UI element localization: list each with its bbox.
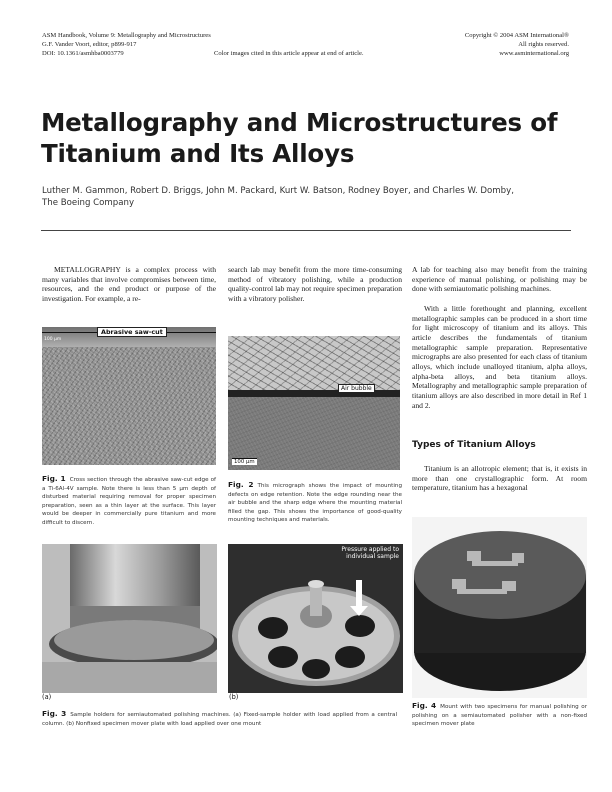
body-paragraph: METALLOGRAPHY is a complex process with many variables that involve compromises between time, resources, and the end product or purpose of the investigation. For example, a re- xyxy=(42,265,216,303)
scale-bar-label: 100 µm xyxy=(234,459,255,465)
figure-1-micrograph xyxy=(42,327,216,465)
specimen-mount-image xyxy=(412,517,587,698)
header-line: G.F. Vander Voort, editor, p899-917 xyxy=(42,41,137,48)
figure-2-micrograph xyxy=(228,336,400,470)
figure-2-caption xyxy=(228,481,402,525)
header-line: DOI: 10.1361/asmhba0003779 xyxy=(42,50,124,57)
microstructure-region xyxy=(228,336,400,390)
figure-overlay-label: Pressure applied to individual sample xyxy=(341,546,399,561)
caption-text: This micrograph shows the impact of mounting defects on edge retention. Note the edge rounding near the air bubble and the sharp edge where the mounting material filled the gap. This shows the importance of good-quality mounting techniques and materials. xyxy=(228,483,402,524)
figure-4-caption xyxy=(412,702,587,729)
fixed-sample-holder-image xyxy=(42,544,217,693)
header-line: ASM Handbook, Volume 9: Metallography and Microstructures xyxy=(42,32,211,39)
article-title: Metallography and Microstructures of Titanium and Its Alloys xyxy=(41,108,558,168)
header-url[interactable]: www.asminternational.org xyxy=(499,50,569,57)
title-divider xyxy=(41,230,571,231)
body-paragraph: With a little forethought and planning, excellent metallographic samples can be produced in a short time for light microscopy of titanium and its alloys. This article describes the fundamentals of titanium metallographic sample preparation. Representative micrographs are also presented for each class of titanium alloys, which include unalloyed titanium, alpha alloys, alpha-beta alloys, and beta titanium alloys. Metallography and metallographic sample preparation of titanium alloys are also described in more detail in Ref 1 and 2. xyxy=(412,304,587,410)
figure-label: Fig. 3 xyxy=(42,709,67,718)
scale-bar-label: 100 µm xyxy=(44,337,62,342)
figure-label: Fig. 1 xyxy=(42,474,66,483)
body-paragraph: search lab may benefit from the more time-consuming method of vibratory polishing, while a production quality-control lab may not require specimen preparation with a vibratory polisher. xyxy=(228,265,402,303)
header-color-note: Color images cited in this article appear at end of article. xyxy=(214,50,364,57)
subfigure-label-b: (b) xyxy=(229,693,239,701)
caption-text: Cross section through the abrasive saw-cut edge of a Ti-6Al-4V sample. Note there is less than 5 µm depth of disturbed material requiring removal for proper specimen preparation, seen as a thin layer at the surface. This layer would be deeper in commercially pure titanium and more difficult to discern. xyxy=(42,477,216,526)
author-block xyxy=(42,185,582,209)
figure-4-photo xyxy=(412,517,587,698)
caption-text: Sample holders for semiautomated polishing machines. (a) Fixed-sample holder with load applied from a central column. (b) Nonfixed specimen mover plate with load applied over one mount xyxy=(42,712,397,727)
body-paragraph: A lab for teaching also may benefit from the training experience of manual polishing, or polishing may be done with semiautomatic polishing machines. xyxy=(412,265,587,294)
subfigure-label-a: (a) xyxy=(42,693,52,701)
figure-3b-photo xyxy=(228,544,403,693)
specimen-mover-plate-image xyxy=(228,544,403,693)
figure-overlay-label: Abrasive saw-cut xyxy=(97,327,167,337)
section-heading: Types of Titanium Alloys xyxy=(412,440,536,450)
figure-1-caption xyxy=(42,475,216,528)
header-copyright xyxy=(369,31,569,58)
figure-3a-photo xyxy=(42,544,217,693)
figure-overlay-label: Air bubble xyxy=(338,384,375,393)
body-paragraph: Titanium is an allotropic element; that is, it exists in more than one crystallographic form. At room temperature, titanium has a hexagonal xyxy=(412,464,587,493)
header-line: All rights reserved. xyxy=(518,41,569,48)
affiliation: The Boeing Company xyxy=(42,198,135,208)
figure-3-caption xyxy=(42,710,397,728)
figure-label: Fig. 2 xyxy=(228,480,254,489)
caption-text: Mount with two specimens for manual polishing or polishing on a semiautomated polisher with a non-fixed specimen mover plate xyxy=(412,704,587,728)
figure-label: Fig. 4 xyxy=(412,701,437,710)
authors: Luther M. Gammon, Robert D. Briggs, John M. Packard, Kurt W. Batson, Rodney Boyer, and Charles W. Domby, xyxy=(42,186,514,196)
header-line: Copyright © 2004 ASM International® xyxy=(464,32,569,39)
